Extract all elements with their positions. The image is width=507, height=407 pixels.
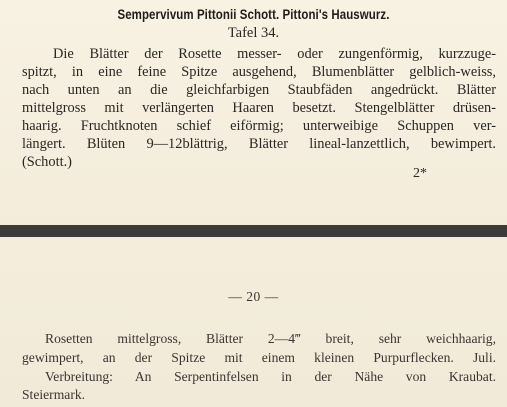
author-citation: (Schott.) [22,154,72,170]
description-line: haarig. Fruchtknoten schief eiförmig; unterweibige Schuppen ver- [22,118,496,134]
signature-mark: 2* [413,166,427,181]
species-title: Sempervivum Pittonii Schott. Pittoni's Hauswurz. [117,7,390,22]
distribution-line: Steiermark. [22,387,86,402]
description-line: längert. Blüten 9—12blättrig, Blätter lineal-lanzettlich, bewimpert. [22,136,496,152]
description-line: nach unten an die gleichfarbigen Staubfäden angedrückt. Blätter [22,82,496,98]
description-line: spitzt, in eine feine Spitze ausgehend, Blumenblätter gelblich-weiss, [22,64,496,80]
page-gap-divider [0,225,507,237]
description-line: mittelgross mit verlängerten Haaren besetzt. Stengelblätter drüsen- [22,100,496,116]
description-line: Rosetten mittelgross, Blätter 2—4‴ breit, sehr weichhaarig, [45,331,496,346]
page-number: — 20 — [228,289,279,304]
description-line: gewimpert, an der Spitze mit einem kleinen Purpurflecken. Juli. [22,350,496,365]
description-line: Die Blätter der Rosette messer- oder zungenförmig, kurzzuge- [53,46,496,62]
distribution-line: Verbreitung: An Serpentinfelsen in der Nähe von Kraubat. [45,369,496,384]
plate-reference: Tafel 34. [227,25,280,41]
